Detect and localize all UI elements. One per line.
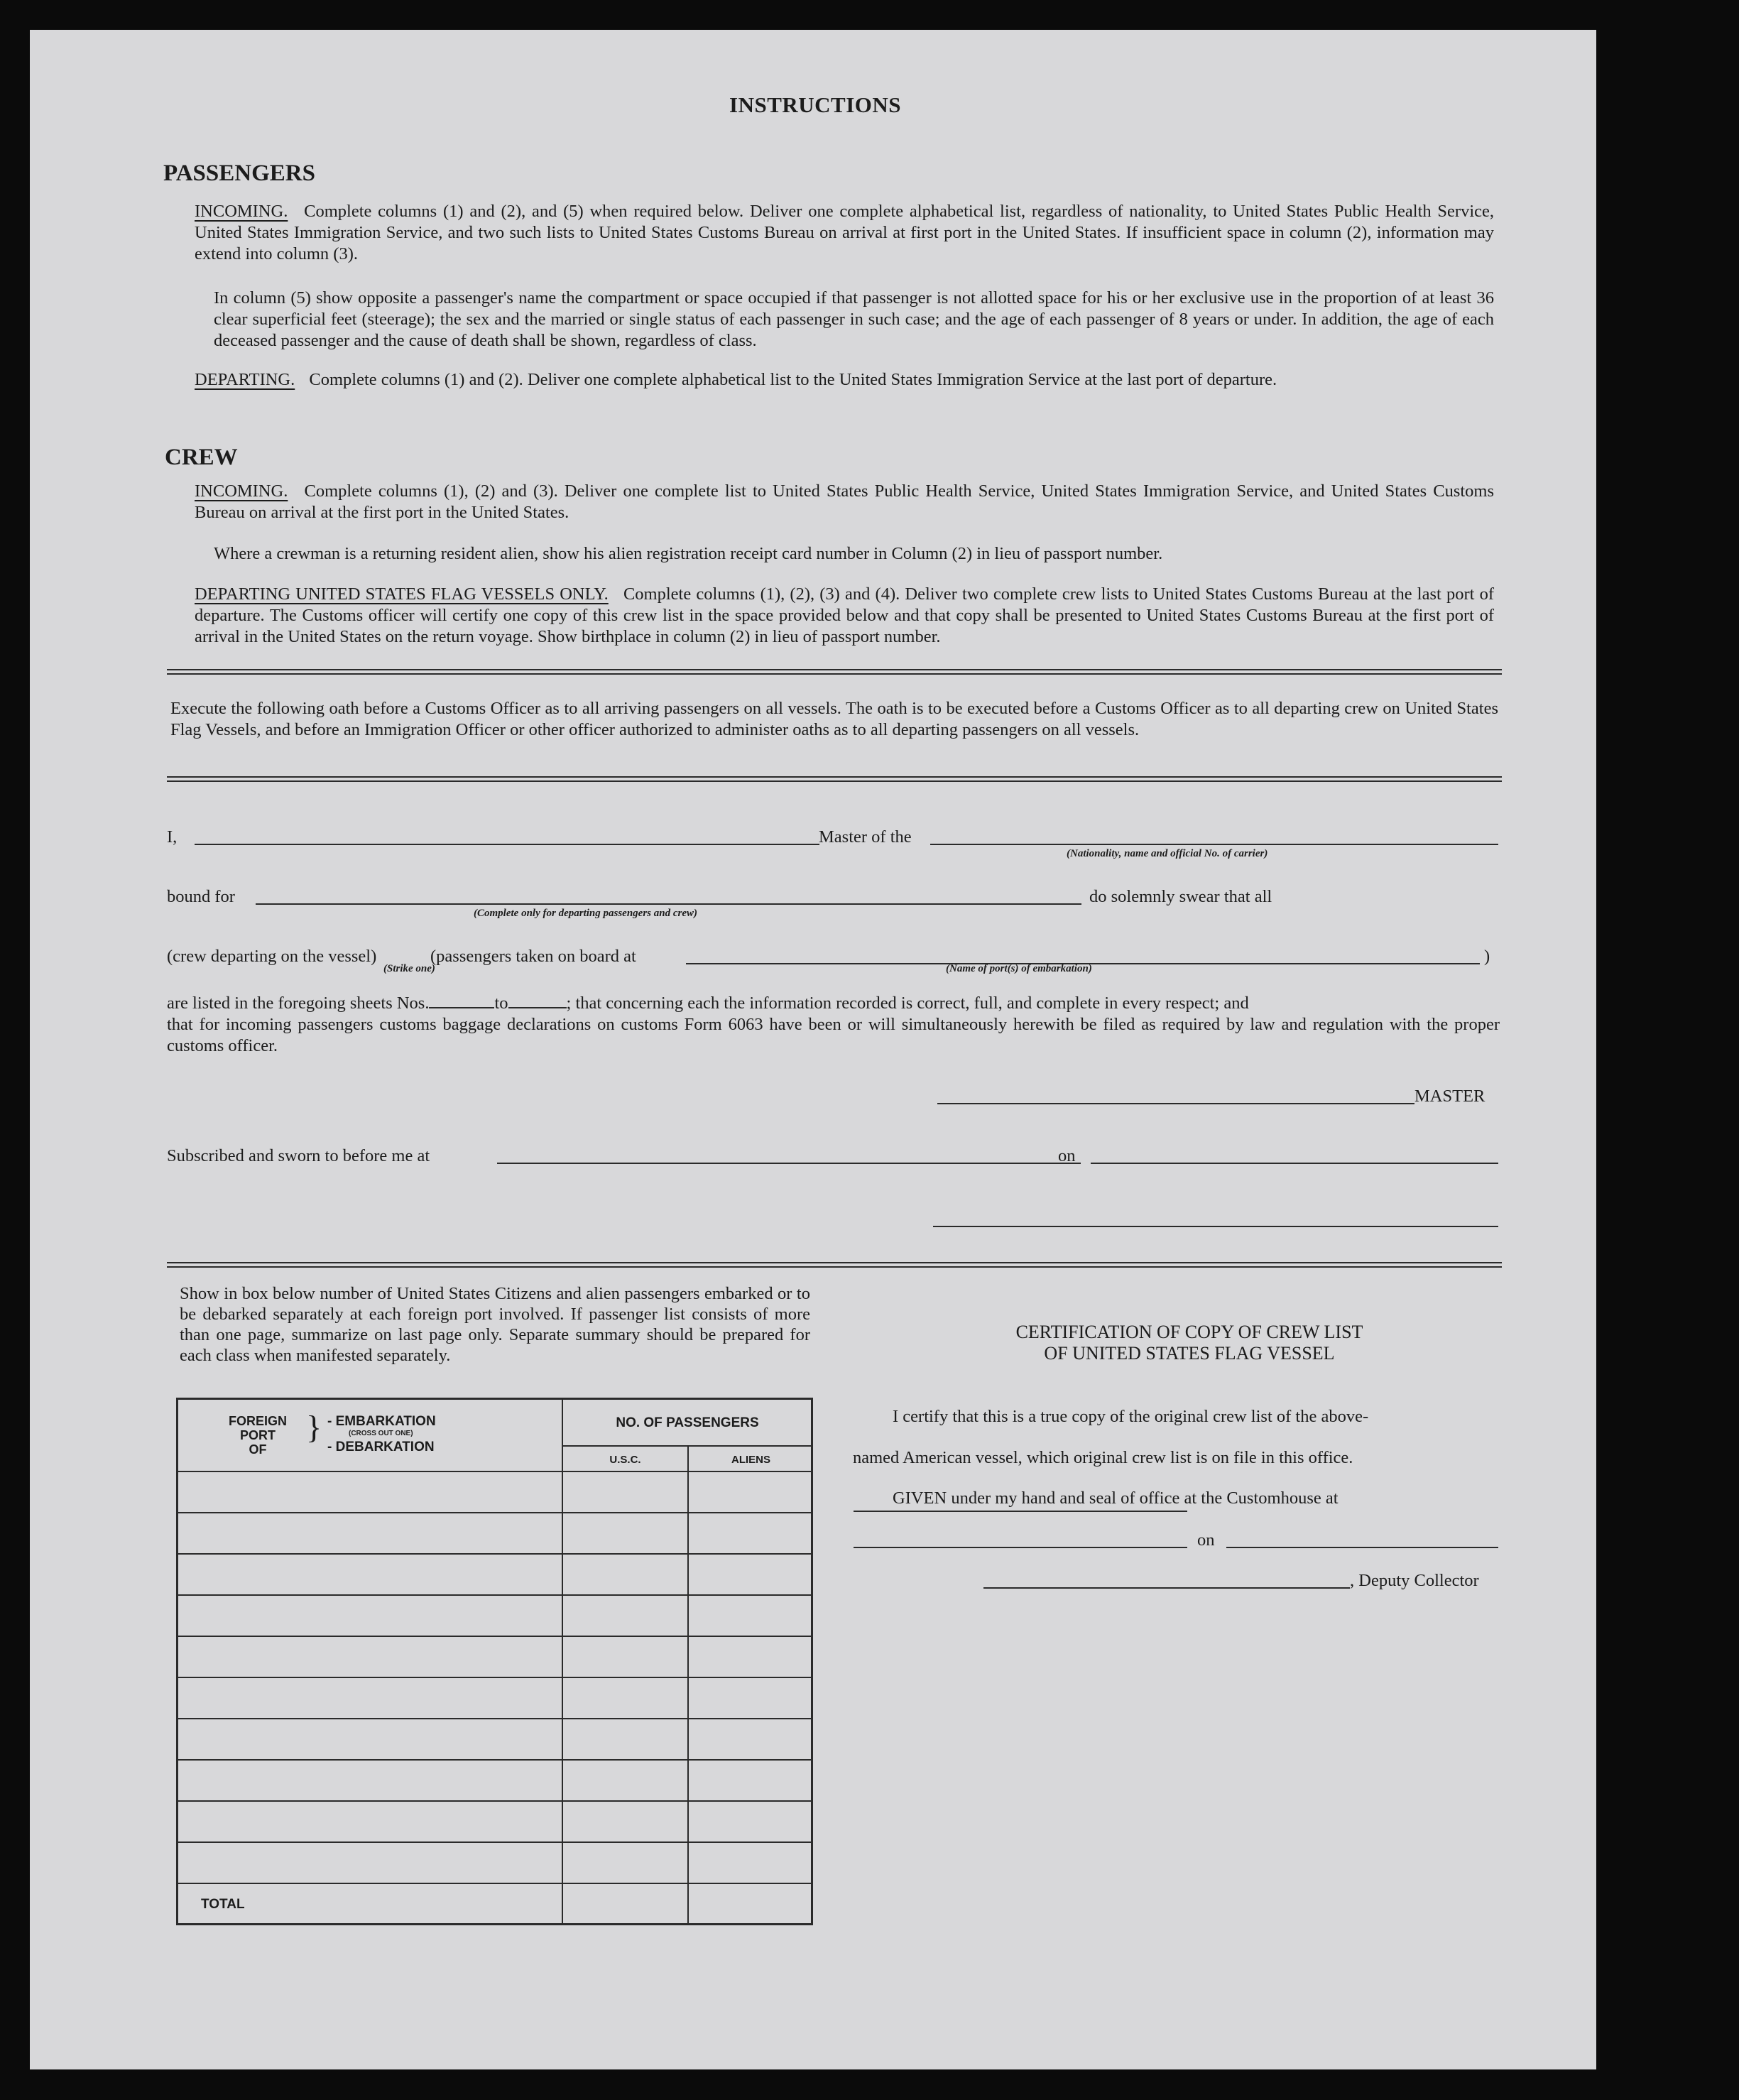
passengers-incoming-label: INCOMING. <box>195 202 288 221</box>
table-row[interactable] <box>178 1883 811 1884</box>
table-row[interactable] <box>178 1553 811 1555</box>
passengers-departing-text: Complete columns (1) and (2). Deliver one complete alphabetical list to the United States Immigration Service at the last port of departure. <box>309 370 1277 389</box>
strike-one-caption: (Strike one) <box>383 963 435 974</box>
sheet-from-field[interactable] <box>429 993 494 1008</box>
nationality-caption: (Nationality, name and official No. of carrier) <box>1067 848 1268 859</box>
close-paren: ) <box>1484 947 1490 966</box>
total-label: TOTAL <box>201 1897 245 1912</box>
table-row[interactable] <box>178 1800 811 1802</box>
oath-intro: Execute the following oath before a Customs Officer as to all arriving passengers on all vessels. The oath is to be executed before a Customs Officer as to all departing crew on United States Flag Vessels, and before an Immigration Officer or other officer authorized to administer oaths as to all departing passengers on all vessels. <box>170 699 1498 739</box>
deputy-signature-line[interactable] <box>983 1587 1350 1589</box>
passenger-summary-table <box>176 1398 813 1925</box>
column-divider-port <box>562 1400 563 1923</box>
subheader-line <box>562 1445 813 1447</box>
listed-text-a: are listed in the foregoing sheets Nos. <box>167 994 430 1013</box>
passengers-column5-paragraph: In column (5) show opposite a passenger's name the compartment or space occupied if that passenger is not allotted space for his or her exclusive use in the proportion of at least 36 clear superficial feet (steerage); the sex and the married or single status of each passenger in such case; and the age of each passenger of 8 years or under. In addition, the age of each deceased passenger and the cause of death shall be shown, regardless of class. <box>214 288 1494 350</box>
page-title: INSTRUCTIONS <box>729 92 902 117</box>
certification-heading-line2: OF UNITED STATES FLAG VESSEL <box>1044 1343 1335 1364</box>
section-divider <box>167 669 1502 675</box>
passengers-incoming-text: Complete columns (1) and (2), and (5) when required below. Deliver one complete alphabetical list, regardless of nationality, to United States Public Health Service, United States Immigration Service, and two such lists to United States Customs Bureau on arrival at first port in the United States. If insufficient space in column (2), information may extend into column (3). <box>195 202 1495 263</box>
table-row[interactable] <box>178 1718 811 1719</box>
crew-incoming-text: Complete columns (1), (2) and (3). Deliver one complete list to United States Public Health Service, United States Immigration Service, and United States Customs Bureau on arrival at the first port in the United States. <box>195 482 1495 522</box>
oath-i-label: I, <box>167 827 178 847</box>
summary-instructions: Show in box below number of United States Citizens and alien passengers embarked or to be debarked separately at each foreign port involved. If passenger list consists of more than one page, summarize on last page only. Separate summary should be prepared for each class when manifested separately. <box>180 1284 810 1365</box>
subscribed-label: Subscribed and sworn to before me at <box>167 1146 430 1165</box>
certification-line-1: I certify that this is a true copy of the original crew list of the above- <box>893 1407 1369 1426</box>
crew-incoming-paragraph <box>195 481 1494 523</box>
certification-line-3: GIVEN under my hand and seal of office at the Customhouse at <box>893 1489 1339 1508</box>
crew-heading: CREW <box>165 445 238 470</box>
embarkation-label: - EMBARKATION <box>327 1414 436 1429</box>
brace-icon: } <box>306 1409 322 1445</box>
table-row[interactable] <box>178 1841 811 1843</box>
bottom-divider <box>167 1262 1502 1268</box>
crew-incoming-label: INCOMING. <box>195 482 288 501</box>
aliens-header: ALIENS <box>731 1454 770 1466</box>
bound-for-line[interactable] <box>256 903 1081 905</box>
master-label: MASTER <box>1414 1087 1485 1106</box>
listed-line-1 <box>167 993 1500 1014</box>
deputy-collector-label: , Deputy Collector <box>1350 1571 1479 1590</box>
customhouse-line[interactable] <box>854 1511 1187 1512</box>
passengers-departing-label: DEPARTING. <box>195 370 295 389</box>
foreign-header-line3: OF <box>249 1442 267 1457</box>
foreign-header-line2: PORT <box>239 1428 276 1442</box>
complete-only-caption: (Complete only for departing passengers and crew) <box>474 908 697 919</box>
certification-on-label: on <box>1197 1530 1215 1550</box>
carrier-line[interactable] <box>930 844 1498 845</box>
port-name-caption: (Name of port(s) of embarkation) <box>946 963 1092 974</box>
officer-signature-line[interactable] <box>933 1226 1498 1227</box>
debarkation-label: - DEBARKATION <box>327 1440 435 1454</box>
master-signature-line[interactable] <box>937 1103 1414 1104</box>
master-of-label: Master of the <box>819 827 912 847</box>
table-row[interactable] <box>178 1512 811 1513</box>
passengers-taken-option: (passengers taken on board at <box>430 947 636 966</box>
sheet-to-field[interactable] <box>508 993 567 1008</box>
passengers-departing-paragraph <box>195 369 1494 391</box>
oath-divider <box>167 776 1502 782</box>
bound-for-label: bound for <box>167 887 235 906</box>
crew-departing-text: Complete columns (1), (2), (3) and (4). Deliver two complete crew lists to United States Customs Bureau at the last port of departure. The Customs officer will certify one copy of this crew list in the space provided below and that copy shall be presented to United States Customs Bureau at the first port of arrival in the United States on the return voyage. Show birthplace in column (2) in lieu of passport number. <box>195 584 1494 646</box>
certification-heading <box>877 1322 1502 1364</box>
crew-departing-paragraph <box>195 584 1494 648</box>
sworn-date-line[interactable] <box>1091 1163 1498 1164</box>
usc-header: U.S.C. <box>609 1454 641 1466</box>
table-row[interactable] <box>178 1594 811 1596</box>
certification-place-line[interactable] <box>854 1547 1187 1548</box>
listed-line-2: that for incoming passengers customs baggage declarations on customs Form 6063 have been or will simultaneously herewith be filed as required by law and regulation with the proper customs officer. <box>167 1015 1500 1055</box>
cross-out-caption: (CROSS OUT ONE) <box>349 1430 413 1437</box>
sworn-on-label: on <box>1058 1146 1076 1165</box>
certification-date-line[interactable] <box>1226 1547 1498 1548</box>
do-swear-label: do solemnly swear that all <box>1089 887 1272 906</box>
passengers-heading: PASSENGERS <box>163 161 315 186</box>
table-row[interactable] <box>178 1471 811 1472</box>
crew-departing-label: DEPARTING UNITED STATES FLAG VESSELS ONLY. <box>195 584 609 604</box>
listed-to-label: to <box>494 994 508 1013</box>
crew-departing-option: (crew departing on the vessel) <box>167 947 377 966</box>
form-page <box>30 30 1596 2069</box>
master-name-line[interactable] <box>195 844 819 845</box>
crew-resident-paragraph: Where a crewman is a returning resident alien, show his alien registration receipt card number in Column (2) in lieu of passport number. <box>214 544 1163 563</box>
table-row[interactable] <box>178 1759 811 1761</box>
table-row[interactable] <box>178 1677 811 1678</box>
passengers-incoming-paragraph <box>195 201 1494 265</box>
listed-text-b: ; that concerning each the information recorded is correct, full, and complete in every respect; and <box>566 994 1249 1013</box>
foreign-port-header <box>215 1414 300 1457</box>
certification-heading-line1: CERTIFICATION OF COPY OF CREW LIST <box>1015 1322 1363 1342</box>
table-row[interactable] <box>178 1636 811 1637</box>
foreign-header-line1: FOREIGN <box>228 1414 287 1428</box>
no-passengers-header: NO. OF PASSENGERS <box>616 1415 759 1430</box>
certification-line-2: named American vessel, which original crew list is on file in this office. <box>853 1448 1353 1467</box>
sworn-place-line[interactable] <box>497 1163 1081 1164</box>
column-divider-usc <box>687 1445 689 1923</box>
